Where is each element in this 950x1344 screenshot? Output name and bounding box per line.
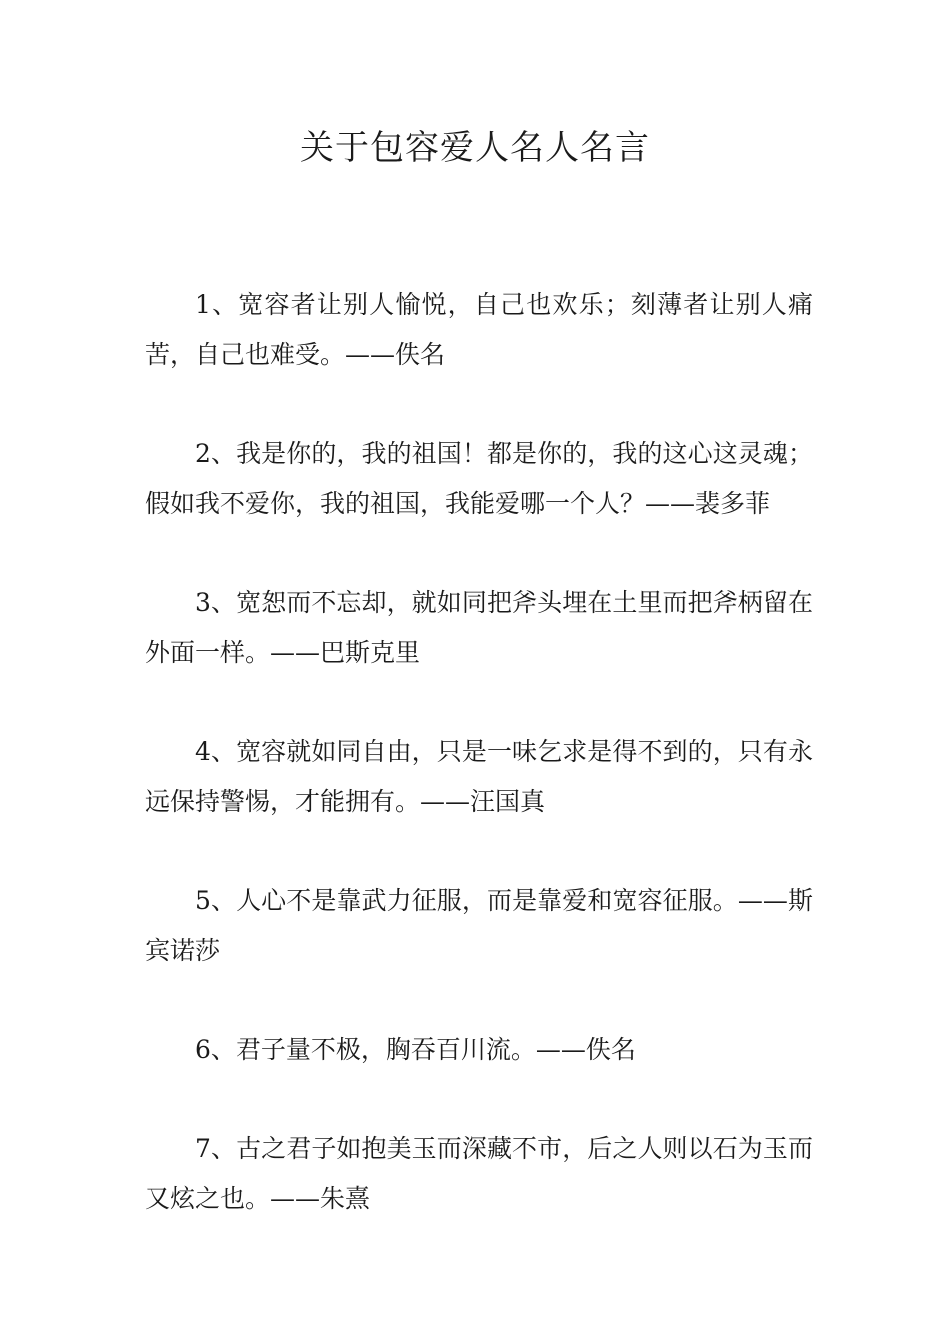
quote-item-7: 7、古之君子如抱美玉而深藏不市，后之人则以石为玉而又炫之也。——朱熹 (145, 1134, 813, 1213)
quote-item-1: 1、宽容者让别人愉悦，自己也欢乐；刻薄者让别人痛苦，自己也难受。——佚名 (145, 290, 813, 369)
quote-item-3: 3、宽恕而不忘却，就如同把斧头埋在土里而把斧柄留在外面一样。——巴斯克里 (145, 588, 813, 667)
quote-list (145, 280, 813, 1273)
page-title: 关于包容爱人名人名言 (300, 128, 650, 168)
quote-item-6: 6、君子量不极，胸吞百川流。——佚名 (195, 1035, 636, 1064)
quote-item-4: 4、宽容就如同自由，只是一味乞求是得不到的，只有永远保持警惕，才能拥有。——汪国真 (145, 737, 813, 816)
quote-item-2: 2、我是你的，我的祖国！都是你的，我的这心这灵魂；假如我不爱你，我的祖国，我能爱哪一个人？——裴多菲 (145, 439, 813, 518)
quote-item-5: 5、人心不是靠武力征服，而是靠爱和宽容征服。——斯宾诺莎 (145, 886, 813, 965)
